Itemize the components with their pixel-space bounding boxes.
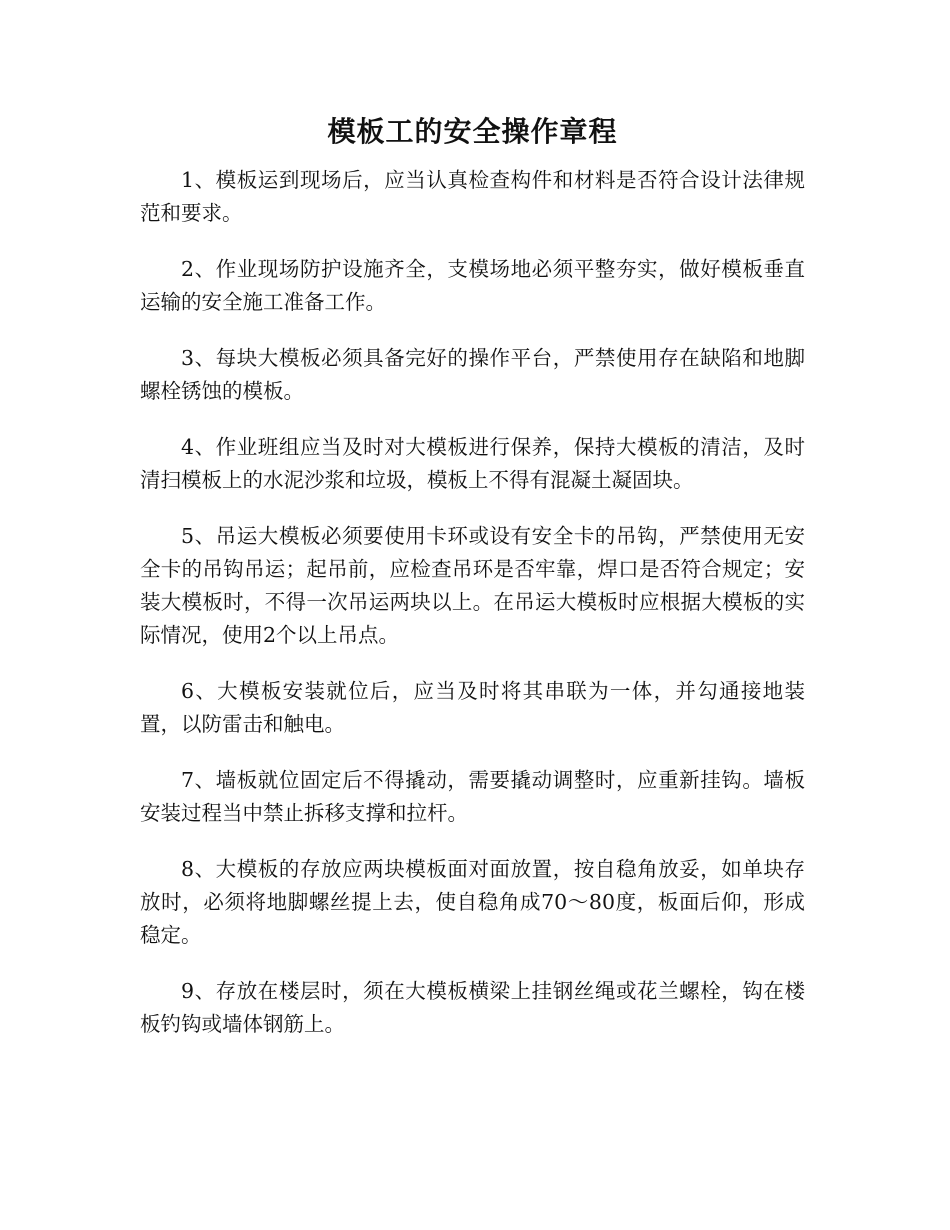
paragraph-6: 6、大模板安装就位后，应当及时将其串联为一体，并勾通接地装置，以防雷击和触电。 [140, 679, 805, 736]
document-page [140, 112, 805, 1064]
paragraph-3: 3、每块大模板必须具备完好的操作平台，严禁使用存在缺陷和地脚螺栓锈蚀的模板。 [140, 346, 805, 403]
paragraph-2: 2、作业现场防护设施齐全，支模场地必须平整夯实，做好模板垂直运输的安全施工准备工作。 [140, 257, 805, 314]
paragraph-8: 8、大模板的存放应两块模板面对面放置，按自稳角放妥，如单块存放时，必须将地脚螺丝提上去，使自稳角成70～80度，板面后仰，形成稳定。 [140, 857, 805, 947]
paragraph-4: 4、作业班组应当及时对大模板进行保养，保持大模板的清洁，及时清扫模板上的水泥沙浆和垃圾，模板上不得有混凝土凝固块。 [140, 435, 805, 492]
paragraph-5: 5、吊运大模板必须要使用卡环或设有安全卡的吊钩，严禁使用无安全卡的吊钩吊运；起吊前，应检查吊环是否牢靠，焊口是否符合规定；安装大模板时，不得一次吊运两块以上。在吊运大模板时应根据大模板的实际情况，使用2个以上吊点。 [140, 524, 805, 647]
paragraph-7: 7、墙板就位固定后不得撬动，需要撬动调整时，应重新挂钩。墙板安装过程当中禁止拆移支撑和拉杆。 [140, 768, 805, 825]
paragraph-1: 1、模板运到现场后，应当认真检查构件和材料是否符合设计法律规范和要求。 [140, 168, 805, 225]
document-title: 模板工的安全操作章程 [327, 115, 618, 148]
paragraph-9: 9、存放在楼层时，须在大模板横梁上挂钢丝绳或花兰螺栓，钩在楼板钓钩或墙体钢筋上。 [140, 979, 805, 1036]
